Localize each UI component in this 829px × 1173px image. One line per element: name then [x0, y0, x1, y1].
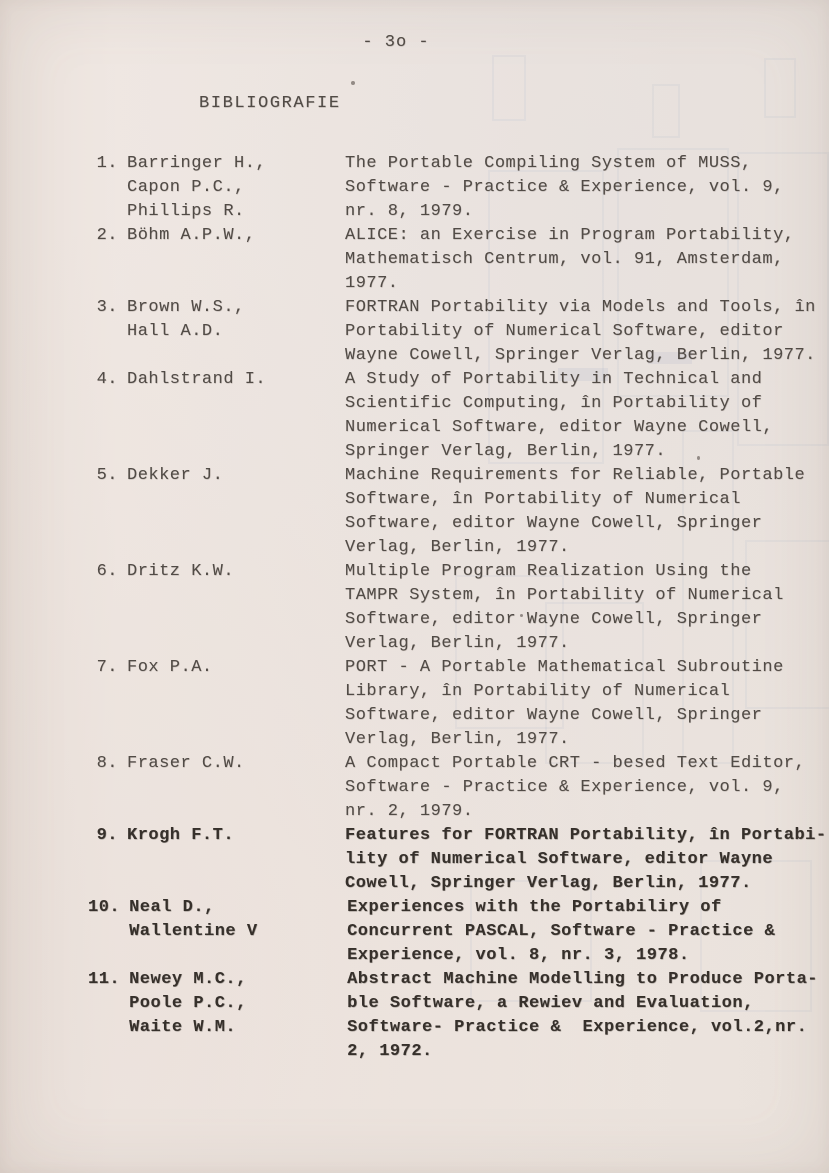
show-through-ghost — [492, 55, 526, 121]
reference-line: Springer Verlag, Berlin, 1977. — [345, 442, 667, 461]
entry-authors — [118, 464, 336, 488]
reference-line: Concurrent PASCAL, Software - Practice & — [347, 922, 776, 941]
reference-line: Verlag, Berlin, 1977. — [345, 634, 570, 653]
entry-number: 10. — [88, 898, 121, 917]
entry-reference — [336, 368, 812, 464]
entry-reference — [338, 968, 818, 1064]
entry-authors — [118, 296, 336, 344]
bibliography-entry — [88, 152, 812, 224]
show-through-ghost — [764, 58, 796, 118]
author-line: Waite W.M. — [129, 1018, 237, 1037]
author-line: Phillips R. — [127, 202, 245, 221]
bibliography-entry — [88, 824, 827, 896]
entry-authors — [120, 896, 338, 944]
entry-authors — [118, 560, 336, 584]
bibliography-heading: BIBLIOGRAFIE — [199, 94, 341, 113]
bibliography-entry — [88, 464, 812, 560]
ink-speck — [351, 81, 355, 85]
author-line: Dritz K.W. — [127, 562, 235, 581]
reference-line: Experience, vol. 8, nr. 3, 1978. — [347, 946, 690, 965]
entry-reference — [336, 752, 812, 824]
reference-line: TAMPR System, în Portability of Numerical — [345, 586, 784, 605]
reference-line: Features for FORTRAN Portability, în Portabi- — [345, 826, 827, 845]
bibliography-list — [88, 152, 827, 1064]
author-line: Capon P.C., — [127, 178, 245, 197]
show-through-ghost — [652, 84, 680, 138]
reference-line: ble Software, a Rewiev and Evaluation, — [347, 994, 754, 1013]
entry-reference — [336, 152, 812, 224]
entry-authors — [118, 824, 336, 848]
entry-number: 6. — [96, 562, 118, 581]
entry-authors — [118, 152, 336, 224]
reference-line: Experiences with the Portabiliry of — [347, 898, 722, 917]
author-line: Krogh F.T. — [127, 826, 235, 845]
reference-line: Software, în Portability of Numerical — [345, 490, 741, 509]
reference-line: nr. 2, 1979. — [345, 802, 474, 821]
entry-authors — [118, 368, 336, 392]
entry-authors — [118, 752, 336, 776]
entry-number: 5. — [96, 466, 118, 485]
reference-line: Cowell, Springer Verlag, Berlin, 1977. — [345, 874, 752, 893]
author-line: Dahlstrand I. — [127, 370, 267, 389]
reference-line: Software - Practice & Experience, vol. 9, — [345, 178, 784, 197]
reference-line: Multiple Program Realization Using the — [345, 562, 752, 581]
reference-line: Scientific Computing, în Portability of — [345, 394, 763, 413]
reference-line: Library, în Portability of Numerical — [345, 682, 731, 701]
reference-line: Verlag, Berlin, 1977. — [345, 538, 570, 557]
entry-number: 2. — [96, 226, 118, 245]
entry-reference — [336, 296, 816, 368]
reference-line: A Compact Portable CRT - besed Text Editor, — [345, 754, 806, 773]
bibliography-entry — [88, 296, 816, 368]
author-line: Poole P.C., — [129, 994, 247, 1013]
author-line: Newey M.C., — [129, 970, 247, 989]
author-line: Brown W.S., — [127, 298, 245, 317]
reference-line: Machine Requirements for Reliable, Portable — [345, 466, 806, 485]
reference-line: Software - Practice & Experience, vol. 9, — [345, 778, 784, 797]
entry-reference — [336, 824, 827, 896]
reference-line: lity of Numerical Software, editor Wayne — [345, 850, 774, 869]
author-line: Barringer H., — [127, 154, 267, 173]
bibliography-entry — [88, 560, 812, 656]
reference-line: Portability of Numerical Software, editor — [345, 322, 784, 341]
reference-line: Numerical Software, editor Wayne Cowell, — [345, 418, 774, 437]
bibliography-entry — [88, 896, 812, 968]
author-line: Hall A.D. — [127, 322, 224, 341]
bibliography-entry — [88, 752, 812, 824]
reference-line: Verlag, Berlin, 1977. — [345, 730, 570, 749]
reference-line: nr. 8, 1979. — [345, 202, 474, 221]
entry-reference — [336, 560, 812, 656]
author-line: Dekker J. — [127, 466, 224, 485]
reference-line: 1977. — [345, 274, 399, 293]
reference-line: Wayne Cowell, Springer Verlag, Berlin, 1977. — [345, 346, 816, 365]
reference-line: 2, 1972. — [347, 1042, 433, 1061]
entry-reference — [336, 464, 812, 560]
entry-number: 11. — [88, 970, 121, 989]
page-number: - 3o - — [362, 33, 430, 52]
entry-authors — [118, 224, 336, 248]
entry-reference — [336, 656, 812, 752]
reference-line: Software, editor Wayne Cowell, Springer — [345, 610, 763, 629]
reference-line: ALICE: an Exercise in Program Portability, — [345, 226, 795, 245]
reference-line: The Portable Compiling System of MUSS, — [345, 154, 752, 173]
bibliography-entry — [88, 656, 812, 752]
author-line: Wallentine V — [129, 922, 258, 941]
author-line: Neal D., — [129, 898, 215, 917]
reference-line: A Study of Portability in Technical and — [345, 370, 763, 389]
bibliography-entry — [88, 968, 818, 1064]
entry-number: 8. — [96, 754, 118, 773]
reference-line: Software- Practice & Experience, vol.2,nr. — [347, 1018, 808, 1037]
entry-number: 1. — [96, 154, 118, 173]
entry-authors — [118, 656, 336, 680]
author-line: Fox P.A. — [127, 658, 213, 677]
reference-line: Mathematisch Centrum, vol. 91, Amsterdam, — [345, 250, 784, 269]
reference-line: FORTRAN Portability via Models and Tools, în — [345, 298, 816, 317]
bibliography-entry — [88, 224, 812, 296]
entry-number: 9. — [96, 826, 118, 845]
reference-line: Software, editor Wayne Cowell, Springer — [345, 514, 763, 533]
entry-reference — [338, 896, 812, 968]
author-line: Böhm A.P.W., — [127, 226, 256, 245]
reference-line: PORT - A Portable Mathematical Subroutine — [345, 658, 784, 677]
reference-line: Software, editor Wayne Cowell, Springer — [345, 706, 763, 725]
entry-number: 4. — [96, 370, 118, 389]
entry-number: 3. — [96, 298, 118, 317]
reference-line: Abstract Machine Modelling to Produce Porta- — [347, 970, 818, 989]
bibliography-entry — [88, 368, 812, 464]
entry-reference — [336, 224, 812, 296]
entry-authors — [120, 968, 338, 1040]
entry-number: 7. — [96, 658, 118, 677]
author-line: Fraser C.W. — [127, 754, 245, 773]
